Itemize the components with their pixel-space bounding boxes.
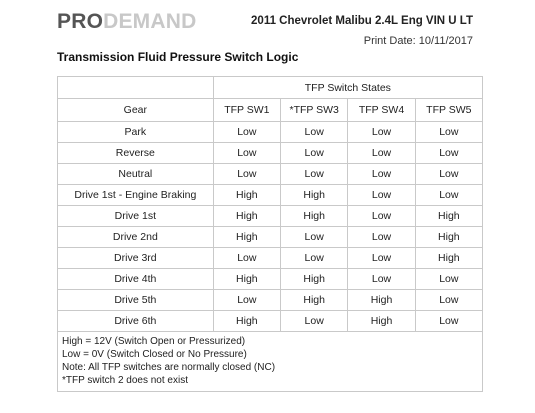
state-cell: High (213, 227, 280, 248)
state-cell: Low (348, 248, 415, 269)
state-cell: High (348, 311, 415, 332)
state-cell: Low (415, 143, 482, 164)
table-row (58, 164, 483, 185)
table-row (58, 185, 483, 206)
column-header-tfp-sw4: TFP SW4 (348, 99, 415, 122)
state-cell: Low (415, 311, 482, 332)
gear-cell: Drive 4th (58, 269, 214, 290)
table-corner-cell (58, 77, 214, 99)
state-cell: High (213, 185, 280, 206)
state-cell: Low (348, 227, 415, 248)
state-cell: Low (281, 248, 348, 269)
table-group-header-row (58, 77, 483, 99)
logo-demand-text: DEMAND (103, 10, 197, 33)
gear-cell: Park (58, 122, 214, 143)
tfp-switch-logic-table (57, 76, 483, 392)
note-normally-closed: Note: All TFP switches are normally closed (NC) (62, 362, 276, 373)
state-cell: High (213, 311, 280, 332)
column-header-gear: Gear (58, 99, 214, 122)
state-cell: Low (348, 122, 415, 143)
state-cell: Low (213, 143, 280, 164)
table-row (58, 290, 483, 311)
state-cell: High (415, 248, 482, 269)
tfp-switch-states-header: TFP Switch States (213, 77, 482, 99)
note-high-definition: High = 12V (Switch Open or Pressurized) (62, 336, 246, 347)
state-cell: Low (415, 122, 482, 143)
state-cell: High (281, 206, 348, 227)
state-cell: Low (415, 164, 482, 185)
state-cell: High (281, 290, 348, 311)
column-header-tfp-sw5: TFP SW5 (415, 99, 482, 122)
logo-pro-text: PRO (57, 10, 104, 33)
state-cell: Low (213, 164, 280, 185)
gear-cell: Drive 6th (58, 311, 214, 332)
gear-cell: Reverse (58, 143, 214, 164)
state-cell: High (213, 269, 280, 290)
state-cell: Low (281, 311, 348, 332)
table-row (58, 143, 483, 164)
vehicle-title: 2011 Chevrolet Malibu 2.4L Eng VIN U LT (251, 15, 473, 27)
state-cell: Low (348, 164, 415, 185)
note-switch-2: *TFP switch 2 does not exist (62, 375, 188, 386)
state-cell: Low (348, 143, 415, 164)
state-cell: Low (348, 206, 415, 227)
state-cell: Low (415, 185, 482, 206)
gear-cell: Neutral (58, 164, 214, 185)
state-cell: High (281, 185, 348, 206)
table-row (58, 206, 483, 227)
state-cell: High (348, 290, 415, 311)
state-cell: Low (213, 122, 280, 143)
table-notes-cell (58, 332, 483, 392)
prodemand-logo (57, 10, 196, 34)
state-cell: Low (281, 122, 348, 143)
document-title: Transmission Fluid Pressure Switch Logic (57, 50, 299, 64)
state-cell: Low (415, 269, 482, 290)
state-cell: Low (348, 185, 415, 206)
table-column-header-row (58, 99, 483, 122)
state-cell: Low (281, 227, 348, 248)
state-cell: Low (348, 269, 415, 290)
note-low-definition: Low = 0V (Switch Closed or No Pressure) (62, 349, 247, 360)
gear-cell: Drive 2nd (58, 227, 214, 248)
state-cell: Low (415, 290, 482, 311)
gear-cell: Drive 3rd (58, 248, 214, 269)
column-header-tfp-sw1: TFP SW1 (213, 99, 280, 122)
gear-cell: Drive 5th (58, 290, 214, 311)
state-cell: Low (281, 143, 348, 164)
table-row (58, 122, 483, 143)
column-header-tfp-sw3: *TFP SW3 (281, 99, 348, 122)
table-row (58, 227, 483, 248)
print-date: Print Date: 10/11/2017 (363, 35, 473, 47)
state-cell: Low (213, 248, 280, 269)
state-cell: Low (281, 164, 348, 185)
table-notes-row (58, 332, 483, 392)
state-cell: Low (213, 290, 280, 311)
state-cell: High (213, 206, 280, 227)
table-row (58, 248, 483, 269)
gear-cell: Drive 1st (58, 206, 214, 227)
table-row (58, 311, 483, 332)
state-cell: High (281, 269, 348, 290)
gear-cell: Drive 1st - Engine Braking (58, 185, 214, 206)
table-row (58, 269, 483, 290)
state-cell: High (415, 227, 482, 248)
state-cell: High (415, 206, 482, 227)
